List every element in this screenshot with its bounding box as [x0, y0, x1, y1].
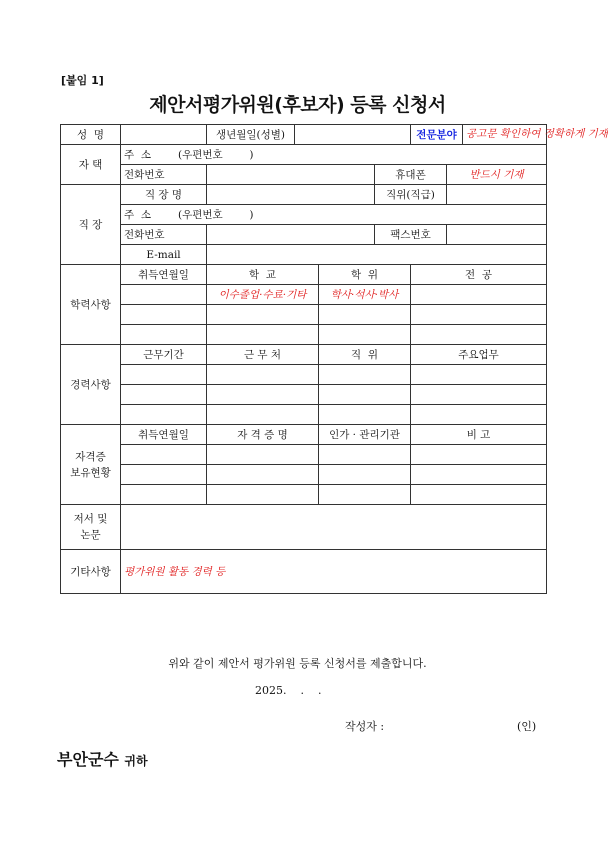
license-group-label — [61, 425, 121, 505]
career-position-cell[interactable] — [319, 365, 411, 385]
career-period-cell[interactable] — [121, 365, 207, 385]
education-school-note[interactable]: 이수졸업·수료·기타 — [207, 285, 319, 305]
career-header-duties: 주요업무 — [411, 345, 547, 365]
education-date-cell[interactable] — [121, 305, 207, 325]
name-row — [61, 125, 547, 145]
education-group-label: 학력사항 — [61, 265, 121, 345]
field-label: 전문분야 — [411, 125, 463, 145]
career-row — [61, 385, 547, 405]
education-major-cell[interactable] — [411, 305, 547, 325]
education-header-major: 전 공 — [411, 265, 547, 285]
work-email-row — [61, 245, 547, 265]
license-row — [61, 465, 547, 485]
mobile-note[interactable]: 반드시 기재 — [447, 165, 547, 185]
license-header-authority: 인가 · 관리기관 — [319, 425, 411, 445]
education-degree-cell[interactable] — [319, 305, 411, 325]
etc-label: 기타사항 — [61, 550, 121, 594]
birth-label: 생년월일(성별) — [207, 125, 295, 145]
books-label-line2: 논문 — [80, 529, 101, 541]
career-header-position: 직 위 — [319, 345, 411, 365]
education-header-date: 취득연월일 — [121, 265, 207, 285]
work-name-label: 직 장 명 — [121, 185, 207, 205]
career-workplace-cell[interactable] — [207, 385, 319, 405]
recipient-suffix: 귀하 — [124, 754, 148, 768]
work-address-label: 주 소 — [124, 209, 151, 221]
fax-input[interactable] — [447, 225, 547, 245]
education-school-cell[interactable] — [207, 325, 319, 345]
license-authority-cell[interactable] — [319, 465, 411, 485]
career-duties-cell[interactable] — [411, 365, 547, 385]
work-group-label: 직 장 — [61, 185, 121, 265]
education-header-row — [61, 265, 547, 285]
work-phone-input[interactable] — [207, 225, 375, 245]
career-duties-cell[interactable] — [411, 405, 547, 425]
education-major-cell[interactable] — [411, 325, 547, 345]
email-input[interactable] — [207, 245, 547, 265]
career-header-workplace: 근 무 처 — [207, 345, 319, 365]
career-workplace-cell[interactable] — [207, 405, 319, 425]
registration-form-table — [60, 124, 608, 594]
education-school-cell[interactable] — [207, 305, 319, 325]
name-label: 성 명 — [61, 125, 121, 145]
license-row — [61, 445, 547, 465]
license-row — [61, 485, 547, 505]
license-group-label-line2: 보유현황 — [70, 466, 111, 479]
work-position-label: 직위(직급) — [375, 185, 447, 205]
education-date-cell[interactable] — [121, 325, 207, 345]
license-remarks-cell[interactable] — [411, 485, 547, 505]
license-authority-cell[interactable] — [319, 485, 411, 505]
work-name-input[interactable] — [207, 185, 375, 205]
home-phone-input[interactable] — [207, 165, 375, 185]
education-row — [61, 285, 547, 305]
license-date-cell[interactable] — [121, 485, 207, 505]
license-remarks-cell[interactable] — [411, 445, 547, 465]
home-address-value: (우편번호 ) — [178, 149, 254, 161]
career-period-cell[interactable] — [121, 385, 207, 405]
license-name-cell[interactable] — [207, 485, 319, 505]
seal-label: (인) — [517, 720, 537, 733]
recipient — [57, 747, 148, 770]
attachment-label: [붙임 1] — [61, 74, 104, 87]
education-major-cell[interactable] — [411, 285, 547, 305]
license-remarks-cell[interactable] — [411, 465, 547, 485]
etc-row — [61, 550, 547, 594]
license-header-remarks: 비 고 — [411, 425, 547, 445]
license-header-date: 취득연월일 — [121, 425, 207, 445]
career-row — [61, 405, 547, 425]
home-address-cell[interactable] — [121, 145, 547, 165]
career-period-cell[interactable] — [121, 405, 207, 425]
work-phone-label: 전화번호 — [121, 225, 207, 245]
career-header-period: 근무기간 — [121, 345, 207, 365]
books-input-cell[interactable] — [121, 505, 547, 550]
education-row — [61, 325, 547, 345]
home-phone-row — [61, 165, 547, 185]
license-header-name: 자 격 증 명 — [207, 425, 319, 445]
career-position-cell[interactable] — [319, 385, 411, 405]
education-row — [61, 305, 547, 325]
career-row — [61, 365, 547, 385]
fax-label: 팩스번호 — [375, 225, 447, 245]
work-position-input[interactable] — [447, 185, 547, 205]
submission-statement: 위와 같이 제안서 평가위원 등록 신청서를 제출합니다. — [168, 657, 427, 670]
career-workplace-cell[interactable] — [207, 365, 319, 385]
submission-date: 2025. . . — [255, 684, 322, 697]
license-authority-cell[interactable] — [319, 445, 411, 465]
license-name-cell[interactable] — [207, 445, 319, 465]
work-phone-row — [61, 225, 547, 245]
writer-label: 작성자 : — [345, 720, 385, 733]
mobile-label: 휴대폰 — [375, 165, 447, 185]
field-note[interactable]: 공고문 확인하여 정확하게 기재 — [463, 125, 547, 145]
license-date-cell[interactable] — [121, 445, 207, 465]
birth-input-cell[interactable] — [295, 125, 411, 145]
career-group-label: 경력사항 — [61, 345, 121, 425]
work-name-row — [61, 185, 547, 205]
license-header-row — [61, 425, 547, 445]
license-group-label-line1: 자격증 — [75, 450, 106, 463]
home-address-label: 주 소 — [124, 149, 151, 161]
work-address-value: (우편번호 ) — [178, 209, 254, 221]
books-label — [61, 505, 121, 550]
education-degree-note[interactable]: 학사·석사·박사 — [319, 285, 411, 305]
form-title: 제안서평가위원(후보자) 등록 신청서 — [149, 94, 446, 116]
education-header-degree: 학 위 — [319, 265, 411, 285]
books-row — [61, 505, 547, 550]
license-name-cell[interactable] — [207, 465, 319, 485]
career-position-cell[interactable] — [319, 405, 411, 425]
home-group-label: 자 택 — [61, 145, 121, 185]
email-label: E-mail — [121, 245, 207, 265]
work-address-row — [61, 205, 547, 225]
home-phone-label: 전화번호 — [121, 165, 207, 185]
work-address-cell[interactable] — [121, 205, 547, 225]
recipient-name: 부안군수 — [57, 750, 119, 769]
career-duties-cell[interactable] — [411, 385, 547, 405]
career-header-row — [61, 345, 547, 365]
education-date-cell[interactable] — [121, 285, 207, 305]
name-input-cell[interactable] — [121, 125, 207, 145]
etc-note[interactable]: 평가위원 활동 경력 등 — [121, 550, 547, 594]
books-label-line1: 저서 및 — [73, 513, 108, 525]
education-degree-cell[interactable] — [319, 325, 411, 345]
education-header-school: 학 교 — [207, 265, 319, 285]
home-address-row — [61, 145, 547, 165]
license-date-cell[interactable] — [121, 465, 207, 485]
